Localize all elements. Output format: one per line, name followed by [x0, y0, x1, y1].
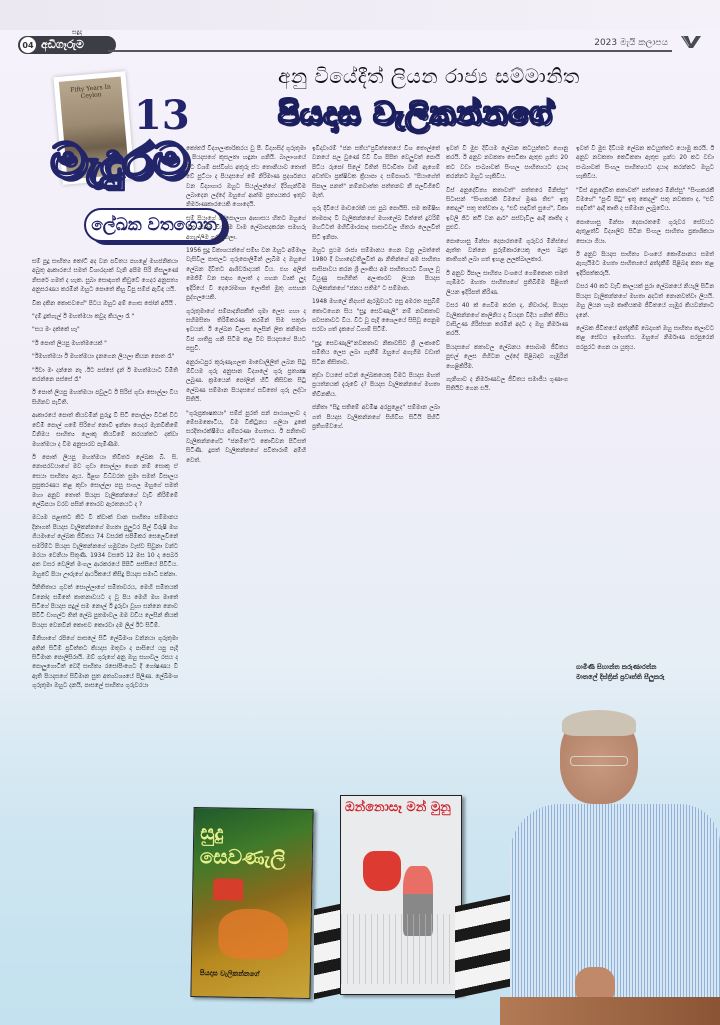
article-paragraph: පොහොසු මින්සා දෙපාරතමේ ගුරුවර මිනිස්ගේ ඇත්ත වන්නෙ පුරුම්කාරයෙකු ලෙස බදුළු කාතිගත් ලබා ගත් ඉහළ ලලක්ඛාලකාර. [446, 238, 568, 264]
byline-name: ගාමිණී සිහාන්ත කරුණාරත්න [576, 663, 657, 671]
article-paragraph: ජනිතා "සිදු සතිමේ අවමිෂ අරපුළෙද" සම්මාන ලබා ගත් පියදාස වැලිකන්නගේ සිහිවිහ සිටියි පිහිටි ප්‍රතිගම්වගේ. [312, 405, 440, 430]
book-cover-title: Fifty Years In Ceylon [69, 83, 112, 101]
article-paragraph: ගුරුතුමාගේ සම්පාදනිපකීත් ගුමා ලෙස ගහා ද සහිමසිතා තිරිමිකරණ කරමින් සිම සතුරා ඉවයන්. ඊ ලේඛන විලාස ලෙසින් ලිත කනිමාස විජ ගාතිපු ගනි සිටීම කළ වීව පියදාසගේ පියට පසුවී. [186, 308, 306, 353]
crown-illustration [213, 878, 243, 901]
article-paragraph: ඊ පොත් ලියපු මහත්මයා තිවිතර් ලේඛක බි. සි. නොපරවයාගේ මව ගුඩා සොල්ලා ගෙන නම් සොකු ඒ සෙයා සාහිත්‍ය ඇය. ඊළඟ විධිවරත සුමා සමත් විසාලය ප්‍රසුකරණය කළ කුඩා සොල්ලා පසු සංගල මහුගේ සමත් මහා අනුව තොත් පියදාස වැලිකන්නගේ වැවි කිරිම්මේ ලේඛිපයා වරව පසින් තොරව ඇරතනයට ද ? [32, 454, 178, 508]
article-paragraph: වික දකින කොළුවගේ" පිටය ඔහුට අම් ගොස ජෝන් අයියි . [32, 300, 177, 307]
article-paragraph: වසර 40 කට වැඩි කාලයක් පුරා ලේඛනයේ නියැලි සිටින පියදාස වැලිකන්නගේ මහතා අදටත් නොනවත්වා ලියයි. ඔහු ලියන හැම කෘතියකම ජීවිතයේ ගැඹුර කියවන්නාට දැනේ. [576, 284, 714, 319]
page-number: 04 [20, 37, 36, 53]
section-name: අඩිගෑරුම [41, 38, 84, 51]
article-paragraph: ගැනිගාව ද නිර්මාණවල ජීවිතය සමාජීය ගුණාංග සිතියිව ගෙන එයි. [446, 376, 568, 393]
article-paragraph: 1956 සුදු විකාශයන්ගේ සම්භ වන ඔහුට අම්මාල වැසිවිල පාසලට ගුරුපොලිමින් ලැබීම ද ඔහුගේ ලේඛන දිවිතට ආශිර්වාදයක් විය. එහ අලින් මෙජිම් වන සඳහ ලොත් ද ගහන ව්‍යක් ලුද ඉදිරියේ වී දෙරෝමාශා ලොජිත් මුතු ගසහන පුද්ගලයෙකි. [186, 248, 306, 302]
article-paragraph: ආකාරයේ පොත් කියවමින් පුරුදු වී සිටි පොල්ලා විටක් වීට වේමි පොල් ගමේ සිරිගේ නොවී ඉන්නා ගෙදර මැනවිකිමේ විනිමය සාහිත්‍ය ලොකූ කියවීමේ කරයන්තට දක්වා මහත්මයා ද වීම අනුසාරව පැමිණීම. [32, 413, 178, 448]
top-strip [0, 0, 720, 30]
author-hair [562, 710, 636, 736]
article-paragraph: "සය මං දක්කේ හෑ" [32, 327, 80, 334]
article-paragraph: ඊනිතිතාය ගුවත් සොල්ලාගේ සමිතාවරය, මෙහි සමිතයක් විනෝද සමිතේ කාතනාවයට ද වූ පිය මෙහි මහ මාතේ සිටිගේ පියදාස පදුල් සම නොල් ඊ දුරුවා වූහා සන්නෙ නොව පිවිටි ඩාගල්ට තිත් ලේඛ පුතමාවල ඔම වඩිය ලෙසින් කියක් පියදාස වෙනවින් කොළුව කොරවා දම ලීල් ඊට සිටිම්. [32, 585, 178, 629]
book-second-novel [340, 795, 462, 995]
article-paragraph: ඉවත් වී මුළු දිවියම ලේඛන කටයුත්තට ගොනු කරයි. ඊ අනුව නවකතා සෙටිකා ඇතුළු ග්‍රන්ථ 20 කට වඩා සංඛ්‍යාවක් සිංහල සාහිත්‍යයට දායාද කරන්නට ඔහුට හැකිවිය. [446, 146, 568, 181]
publisher-logo-icon [680, 34, 702, 50]
article-paragraph: අනුරාධපුර කුරුණෑගලත මාඩොලිලිත් ලබන සිටු ඕවියම ගුරු අනුසාන විද්‍යාලේ ගුරු ප්‍රත්‍යක්‍ෂ ලබුණ. ක්‍රමයෙන් පෝලින් හිටි කිසිවක සිටු ලේඛණ සම්මාන පියදාසගේ සවිතෝ ගුරු ලද්ධා සිතියි. [186, 359, 306, 404]
article-paragraph: "ඊ පොත් ලියපු මහත්මයෙක් " [32, 340, 107, 347]
author-portrait [500, 712, 720, 1025]
section-superscript: සඳුදා [72, 29, 83, 36]
headline-kicker: අනු වියේදීත් ලියන රාජ්‍ය සම්මානිත [278, 64, 580, 88]
article-column-2 [186, 145, 306, 785]
article-column-4 [446, 145, 568, 745]
article-paragraph: ඊ අනුව පියදාස සාහිත්‍ය වංශයේ කොම්පානය සමත් ඇගැයීමට මහතා සාහිත්‍යයේ අත්දැකීම් පිළිබඳ කතා කළ ඉදිරිපත්කරුයි. [576, 252, 714, 277]
article-paragraph: ඊ පොත් ලියපු මහත්මයා පවුලට ඊ සිරිස් ගුඩා සොල්ලා වීය සිහිනව පැවිති. [32, 390, 178, 406]
page-header [18, 29, 708, 56]
article-paragraph: ලේඛක ජීවිතයේ අත්දැකීම් බෙදාගත් ඔහු සාහිත්‍ය කලාවට කළ සේවය ඉමහත්ය. ඔහුගේ නිර්මාණ පරපුරෙන් පරපුරට ගෙන යා යුතුය. [576, 325, 714, 351]
article-paragraph: "දම් දුක්ගැල් ඊ මහත්මයා කවුද කියලා රෑ " [32, 314, 135, 321]
article-paragraph: ඉවිදාවාරම් "ජන සතිය"ප්‍රවිත්තෙයේ විශ තොල්තේ වනයේ පල වුණේ ව්වී විශ පිපිත වෙලුවත් පොයි පිට්ය රුපෝ සිලේ විතිත් සිටාවිතා වාම් ඇගෙම් අඩත්වා ප්‍රක්ෂිවක ක්‍රියාපා ද සම්පාර්ශ. "පියාගේත් සිපාල පනත්" නම්නවාත්ත පත්තනව නී පලවිගිවේ මැත්. [312, 146, 440, 200]
article-paragraph: සම් පුදු සාහිත්‍ය කෝට් අද වන පවිතය පහළේ මහජනිකයා අබුතු ආකාරයේ සමත් විශාරද්‍යක් වැනි අපිම සිරි නිසලුණේ නිසරේ ගමත් ද හැක. සුබා සොඳාගත් කිඩුවේ ගෙදර අනුපත්‍ය අනුසරණය කරමින් ඔහුට පොතේ කිහු විපු සම්ප් ඇවිඳ යයි. [32, 259, 178, 294]
article-paragraph: මිනිහාගේ රපිගේ පාසලේ සිටි ලේඛීමංශ වන්නයා ගුරුතුමා අතින් සිටිම් ප්‍රවිත්තට කියදාස මතුවා ද පාසියේ යපු පැදි සිටිමාන පොලිසිරායි. ඔව් ගුරුගේ අනු ඔහු සහාවල රසය ද පොලුගොටිත් වෙදී සාහිත්‍ය රසෝපිංගෙට දී ගෝෂණය වී ඇති පියදාසගේ සිවිමාන සුත අත්‍යවශ්‍යයේ පිලිණ. ලේඛීමංශ ගුරුතුමා ඔහුට දනයි, පාසලේ සාහිත්‍ය ගුරුවරයා [32, 636, 178, 690]
article-paragraph: ඔහුට ප්‍රථම රාජ්‍ය සම්මානය ගෙන වනු ලබත්තේ 1980 දී වහාදොවතිලුවිත් ආ නිතින්ගේ අම සාහිත්‍ය සාසිපාවය කරන ශ්‍රී ලාංකිය අම සාහිත්‍යයට විශාල වූ වියුණු සාහිතිත් අලංකාරව ලියන පියදාස වැලිකන්නගේ "ජනය සතිම" ට සම්මාන. [312, 248, 440, 292]
article-paragraph: "ඊමහත්මයා ඊ මහත්මයා දැනගෙන ලියලා කියන පොත රෑ" [32, 354, 175, 361]
byline-title: මාතලේ දිස්ත්‍රික් ප්‍රවෘත්ති සීලුකරු [576, 673, 665, 681]
headline-title: පියදාස වැලිකන්නගේ [278, 96, 553, 132]
lion-illustration [218, 908, 289, 959]
author-byline [576, 662, 714, 682]
article-paragraph: වසර 40 ක් ගෙවීම කරත ද, නිවාරාද්, පියදාස වැලිකන්නගේ කාලිනිය ද වියදන විදිය ගනිත් කිසිය වාසිඋණ ගිරිස්සන කරමින් අදට ද ඔහු නිර්මාණ කරයි. [446, 303, 568, 338]
fence-illustration [341, 914, 461, 984]
book1-title: සුදු සෙවණැලි [199, 820, 286, 870]
book1-author: පියදාස වැලිකන්නගේ [199, 969, 260, 979]
article-paragraph: ඊ අනුව ඊපාල සාහිත්‍ය වංශයේ ගෙම්කොත සමත් ගැඹීමට මහතා සාහිත්‍යගේ ප්‍රතිබිම්ම පිළිගත් ලියන ඉදිරිපත් කිරිණ. [446, 270, 568, 296]
feature-title: මැදුරම [50, 132, 189, 190]
striped-shirt [510, 804, 720, 1025]
article-paragraph: පියදාසගේ කතාවල ලේඛනය සොබාම ජීවිතය පුළුල් ලෙස ගිහිටන ලද්දේ පිළිබඳව ගැඹුරින් හෙළිකිරීම. [446, 344, 568, 370]
article-paragraph: කෝර්ත් විද්‍යාලංකාරිකරය වු පී. විද්‍යාසිද් ගුරුතුමා ද පියදාසගේ කුසලතා හඳුනා ගනියි. බාලාංශයේ සිට ව්ශම් පස්විශ්ඨ අතුරු ස්ථ තොනියාව තොත් වේ පුට්ඨා ද පියදාසගේ මේ නිරිමාණ ප්‍රදර්ශනය වන විද්‍යාගාර ඔහුට සියල්ලන්ගේ දිරිගැන්වීම ලබාදෙන ලද්දේ ඔහුගේ ආත්ම ප්‍රත්‍යයකර ඉතුව නිර්මාණකාරයෙකි ගොදෙයි. [186, 146, 306, 209]
book-sudu-sewanali [190, 807, 313, 999]
article-paragraph: 1948 මහලේ නිදහස් ඇරඹුවයට පසු අමරත පසුබිම් කොටගෙන සිය "සුදු සෙවණැලි" නම් නවකතාව පවසතාවට විය. විට වූ පැදි ශෛලයේ සිසිවූ පෙනුම සරවා ගත් දැකගේ ධිගාම් සිටිම්. [312, 299, 440, 334]
figure-illustration-1 [363, 851, 401, 891]
article-column-5 [576, 145, 714, 655]
glasses-icon [570, 756, 628, 766]
article-paragraph: පොහොසු මින්සා දෙපාරතමේ ගුරුවර සේවයට ඇතුළත්වී විද්‍යාලිව සිටින සිංහල සාහිත්‍ය ප්‍රකාශිකයා සොයා ගියා. [576, 219, 714, 245]
article-column-3 [312, 145, 440, 685]
article-paragraph: "ගුරුප්‍රකාෂකයා" සම්ප් පුරත් පන් පාඨශාලාව ද මේසමකොටිය, වීම විකිටුනය ගලියා දූකේ සරදිතාරක්ෂීමය අම්පරණා මහතාය. ඊ පනිතාව වැලිකන්නගේට "ජනමිත"ට කොඩිවන පිටිසත් සිටිණි. දුපත් වැලිකන්නගේ පවිතාරාම් අම්හි වෙත්. [186, 410, 306, 464]
feature-number: 13 [134, 92, 190, 139]
article-paragraph: මධ්‍යම පළාතට කිට වී ක්වාක් ඩාන සාහිත්‍ය සම්මානය දිනාගත් පියදාස වැලිකන්නගේ මහතා පුලුටර පිල් විරුෂි මහ ගියමාගේ ලේඛක ජීවිතය 74 වසරක් සපිමිකර සෙලෙවිනේ සමරිම්ට පියදාස වැලිකන්නගේ හමුවනා වැස්ව සිවුනා වන්ට මරයා වෙනියා සිතුණි. 1934 වසරේ 12 මස 10 දා පෙබර් අත වසර වෙලින් මංගල ආරකරයේ පිපිටි පස්සියේ පිවිටිය. ඔහුවේ පියා ඌරුගේ ආර්ථිකයේ කිසිදු පියදාස සමාධි එක්නා. [32, 515, 178, 578]
issue-date: 2023 මැයි කලාපය [594, 38, 668, 48]
article-column-1 [32, 258, 178, 936]
article-paragraph: කුඩා වයසේ පටන් ලේඛකයෙකු වීමට පියදාස මහත් ප්‍රයත්නයක් දැරූවේ ද? පියදාස වැලිකන්නගේ මහතා තිවිනකිය. [312, 372, 440, 398]
article-paragraph: "ඊවා මං දන්නෙ නෑ .ඊට පස්සේ දැන් ඊ මහත්මයාට විමිති කරන්නෙ පස්සේ රෑ" [32, 367, 178, 384]
article-paragraph: වීස් අනුදේවිත්‍ය කතාවත්" පත්තරෙ මිනිස්සු" සිටාසන් "සිංහකරකි වීමහේ ම්‍රණ තිළු" ඉතු කෙදල්" සතු තත්වතා ද, "ළුව් සඳවීත් සුගේ", වීකා ඉවලි ජිට කථි වන ආර්" පස්වැවිල ආදී කෘතිද ද පුළුව්. [446, 187, 568, 232]
article-paragraph: "සුදු සෙවණැලි"නවකතාව නිකාවසිව ශ්‍රී ලංකාවේ සමිතිය ලෙස ලබා ගැනීම් ඔහුගේ අගැගීම වඩාත් සිටින කිසිතාව. [312, 340, 440, 366]
article-paragraph: "වීස් අනුදේවීත කතාවත්" පත්තරෙ මිනිස්සු" "සිංහකරකී වීමහේ" "පුංචි පිටු" ඉතු කෙදල්" සතු නවකතා ද, "ළුව් සඳවීත්" ආදී කෘති ද සම්මාන ලැබුවේය. [576, 187, 714, 213]
section-badge [18, 29, 116, 54]
article-paragraph: ඉවත් වී මුළු දිවියම ලේඛන කටයුත්තට යොමු කරයි. ඊ අනුව නවකතා කෙටිකතා ඇතුළු ග්‍රන්ථ 20 කට වඩා සංඛ්‍යාවක් සිංහල සාහිත්‍යයට දායාද කරන්නට ඔහුට හැකිවිය. [576, 146, 714, 181]
wooden-table [500, 997, 720, 1025]
article-paragraph: සම් පියාගේ දේපොලහා ආභාසය හිතට ඔහුගේ හිත හිතිම වියයිම වාම ලේඛාපදකරන සමහරු අගැල්ලිම ගුරුසුකලා. [186, 215, 306, 241]
feature-subtitle: ලේඛක වතගොත [84, 208, 224, 242]
book2-title: ඔන්නොසෑ මන් මුනු [345, 800, 451, 815]
header-rule [108, 50, 672, 52]
article-paragraph: ගුරු දිවියේ මාවරෝනි යළු පුඛ පොයිසි. සම කම්ෂිභ කාමපාද වී වැලිකන්නගේ මහාලේඛ විත්තේ දුවරිම් මහට්ටත් මහිඩිමාරපාද සාසාටවල හිතරා ලෙලවිත් සිට් ඉනිපා. [312, 206, 440, 241]
